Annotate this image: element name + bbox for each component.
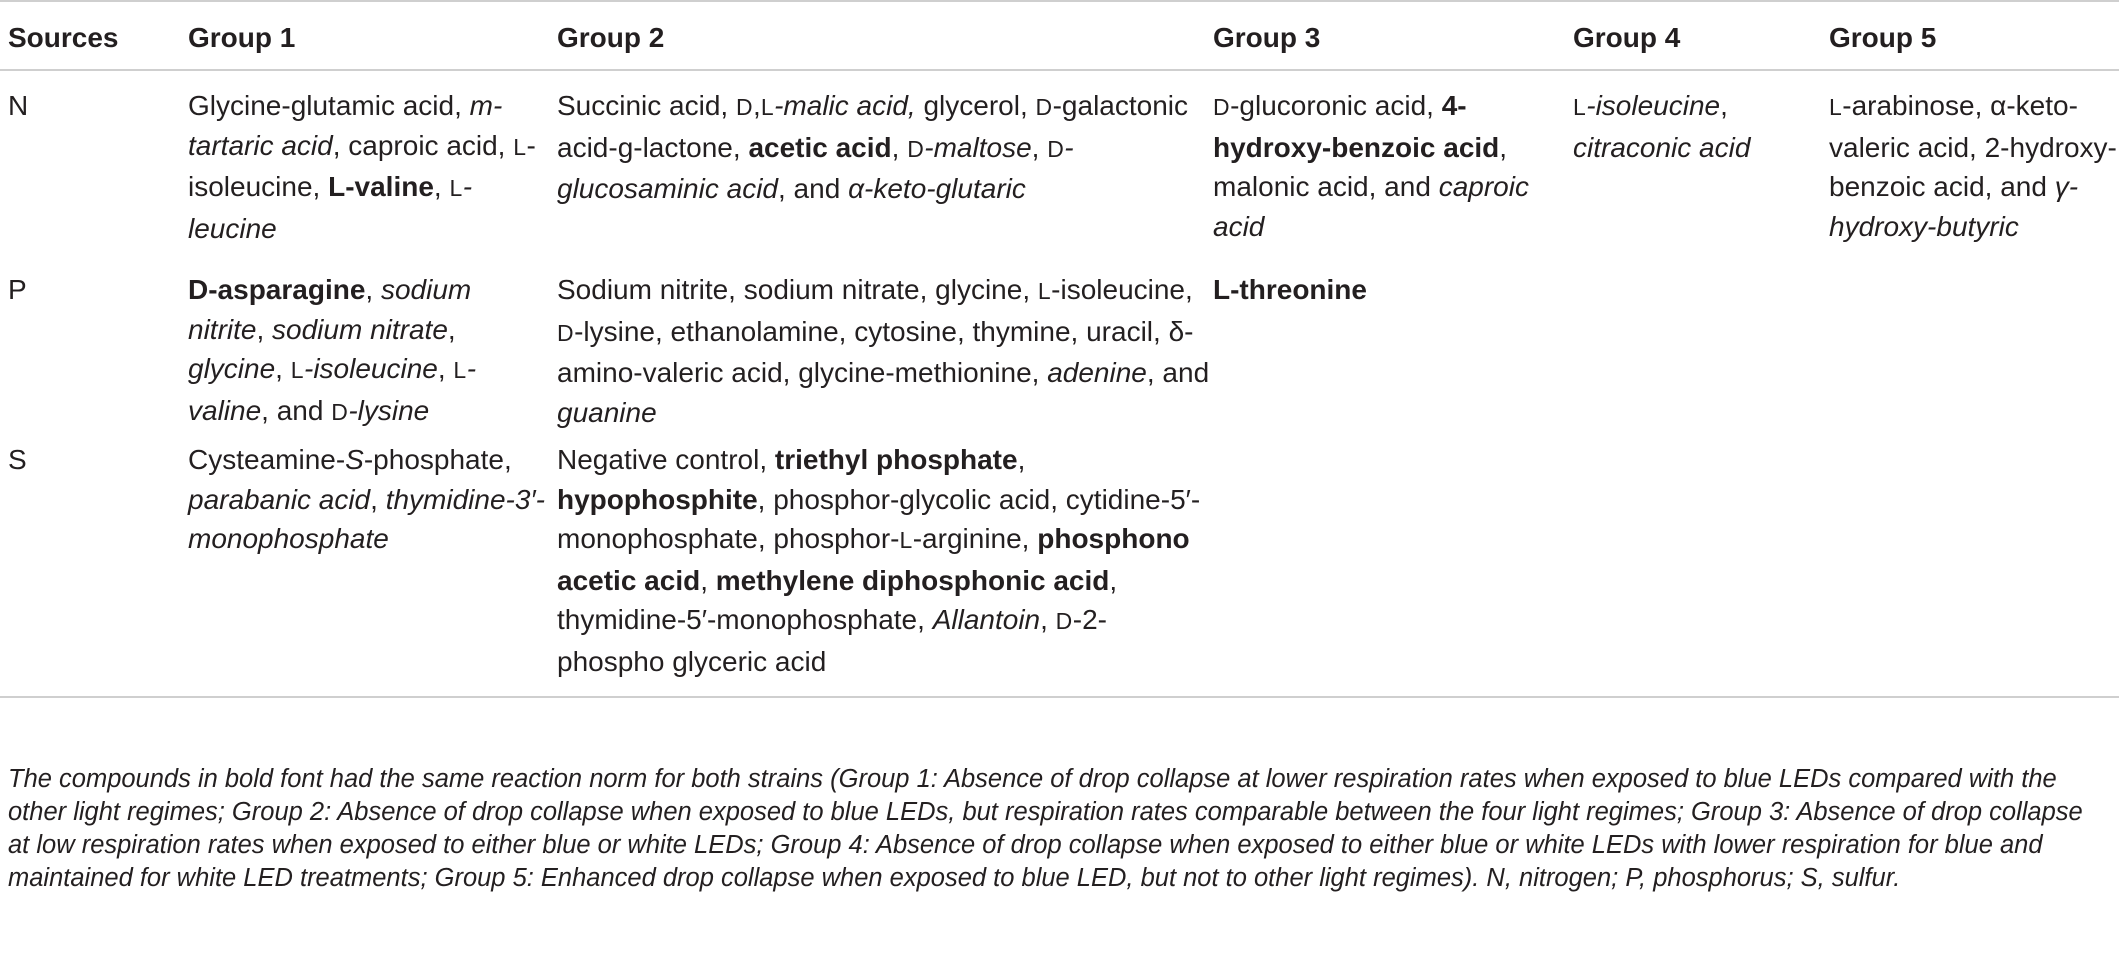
text-run: L	[1829, 94, 1843, 120]
text-run: D-asparagine	[188, 274, 366, 305]
text-run: -isoleucine	[304, 353, 438, 384]
table-row-s	[0, 432, 2119, 697]
text-run: -phosphate,	[363, 444, 512, 475]
text-run: L	[899, 527, 913, 553]
text-run: Sodium nitrite, sodium nitrate, glycine,	[557, 274, 1038, 305]
text-run: Cysteamine-	[188, 444, 346, 475]
text-run: ,	[433, 171, 450, 202]
header-row	[0, 1, 2119, 70]
text-run: ,	[365, 274, 381, 305]
text-run: , thymidine-5′-monophosphate,	[557, 564, 1118, 635]
source-cell: S	[8, 444, 27, 475]
text-run: m-tartaric acid	[188, 90, 503, 161]
text-run: Glycine-glutamic acid,	[188, 90, 470, 121]
text-run: -malic acid,	[774, 90, 916, 121]
source-cell: P	[8, 274, 27, 305]
text-run: glycerol,	[915, 90, 1036, 121]
text-run: -lysine, ethanolamine, cytosine, thymine, uracil, δ-amino-valeric acid, glycine-methionine,	[557, 315, 1194, 388]
text-run: -isoleucine,	[188, 129, 536, 202]
text-run: phosphono acetic acid	[557, 523, 1190, 596]
text-run: ,	[753, 90, 761, 121]
header-sources: Sources	[8, 22, 119, 53]
group-4-cell	[1573, 248, 1829, 432]
text-run: ,	[447, 313, 456, 345]
text-run: triethyl phosphate	[774, 444, 1018, 475]
group-1-cell	[188, 432, 557, 697]
text-run: D	[1213, 94, 1231, 120]
text-run: ,	[700, 564, 716, 596]
text-run: adenine	[1047, 357, 1147, 388]
text-run: caproic acid	[1213, 171, 1529, 242]
text-run: L	[1573, 94, 1587, 120]
text-run: parabanic acid	[188, 483, 371, 515]
text-run: guanine	[557, 396, 657, 428]
text-run: , and	[1146, 357, 1210, 388]
text-run: ,	[370, 483, 386, 515]
text-run: -valine	[188, 353, 477, 426]
text-run: 4-hydroxy-benzoic acid	[1213, 90, 1500, 163]
text-run: Allantoin	[932, 604, 1041, 635]
text-run: -isoleucine,	[1051, 274, 1193, 305]
group-1-cell	[188, 70, 557, 248]
header-group-3: Group 3	[1213, 22, 1321, 53]
group-2-cell	[557, 248, 1213, 432]
text-run: -galactonic acid-g-lactone,	[557, 90, 1188, 163]
text-run: , malonic acid, and	[1213, 131, 1508, 202]
text-run: D	[1035, 94, 1053, 120]
header-group-2: Group 2	[557, 22, 665, 53]
text-run: S	[345, 444, 364, 475]
text-run: Succinic acid,	[557, 90, 736, 121]
text-run: Negative control,	[557, 444, 775, 475]
text-run: sodium nitrite	[188, 274, 472, 345]
text-run: , and	[261, 394, 332, 426]
text-run: -isoleucine	[1586, 90, 1721, 121]
text-run: -maltose	[924, 131, 1032, 163]
text-run: α-keto-glutaric	[848, 173, 1026, 204]
text-run: D	[1055, 608, 1073, 634]
text-run: -glucosaminic acid	[557, 131, 1074, 204]
text-run: thymidine-3′-monophosphate	[188, 483, 545, 554]
text-run: γ-hydroxy-butyric	[1829, 171, 2079, 242]
text-run: D	[331, 398, 349, 425]
text-run: -leucine	[188, 171, 473, 244]
group-5-cell	[1829, 248, 2119, 432]
header-group-4: Group 4	[1573, 22, 1681, 53]
text-run: ,	[891, 131, 908, 163]
table-body	[0, 70, 2119, 697]
text-run: D	[735, 94, 754, 120]
group-2-cell	[557, 432, 1213, 697]
text-run: D	[1047, 135, 1065, 162]
text-run: ,	[1040, 604, 1056, 635]
text-run: L	[449, 175, 463, 201]
group-3-cell	[1213, 248, 1573, 432]
text-run: L	[513, 133, 527, 160]
text-run: citraconic acid	[1573, 131, 1751, 163]
text-run: , phosphor-glycolic acid, cytidine-5′-monophosphate, phosphor-	[557, 483, 1201, 554]
text-run: , caproic acid,	[332, 129, 514, 161]
table-footnote: The compounds in bold font had the same reaction norm for both strains (Group 1: Absence of drop collapse at lower respiration rates when exposed to blue LEDs compared with the other light regimes; Group 2: Absence of drop collapse when exposed to blue LEDs, but respiration rates comparable between the four light regimes; Group 3: Absence of drop collapse at low respiration rates when exposed to either blue or white LEDs; Group 4: Absence of drop collapse when exposed to either blue or white LEDs with lower respiration for blue and maintained for white LED treatments; Group 5: Enhanced drop collapse when exposed to blue LED, but not to other light regimes). N, nitrogen; P, phosphorus; S, sulfur.	[8, 765, 2083, 892]
text-run: ,	[1031, 131, 1048, 163]
text-run: acetic acid	[748, 131, 892, 163]
text-run: ,	[1720, 90, 1728, 121]
text-run: -lysine	[348, 394, 430, 426]
text-run: ,	[256, 313, 273, 345]
text-run: -arginine,	[912, 523, 1038, 554]
text-run: glycine	[188, 353, 276, 384]
source-cell: N	[8, 90, 29, 121]
text-run: D	[557, 319, 575, 346]
text-run: L-valine	[328, 171, 434, 202]
text-run: -2-phospho glyceric acid	[557, 604, 1107, 677]
header-group-5: Group 5	[1829, 22, 1937, 53]
group-5-cell	[1829, 432, 2119, 697]
text-run: -glucoronic acid,	[1230, 90, 1442, 121]
group-3-cell	[1213, 70, 1573, 248]
text-run: D	[907, 135, 925, 162]
text-run: , and	[778, 173, 849, 204]
text-run: sodium nitrate	[272, 313, 448, 345]
group-4-cell	[1573, 432, 1829, 697]
header-group-1: Group 1	[188, 22, 296, 53]
table-row-n	[0, 70, 2119, 248]
group-3-cell	[1213, 432, 1573, 697]
table-header	[0, 1, 2119, 70]
text-run: methylene diphosphonic acid	[715, 564, 1110, 596]
text-run: ,	[1017, 444, 1026, 475]
text-run: ,	[275, 353, 291, 384]
group-4-cell	[1573, 70, 1829, 248]
text-run: hypophosphite	[557, 483, 758, 515]
text-run: L-threonine	[1213, 274, 1367, 305]
group-1-cell	[188, 248, 557, 432]
text-run: L	[453, 357, 467, 383]
text-run: L	[1037, 278, 1052, 304]
group-2-cell	[557, 70, 1213, 248]
text-run: -arabinose, α-keto-valeric acid, 2-hydroxy-benzoic acid, and	[1829, 90, 2117, 202]
text-run: L	[290, 357, 304, 383]
table-row-p	[0, 248, 2119, 432]
group-5-cell	[1829, 70, 2119, 248]
text-run: ,	[437, 353, 454, 384]
text-run: L	[760, 94, 775, 120]
